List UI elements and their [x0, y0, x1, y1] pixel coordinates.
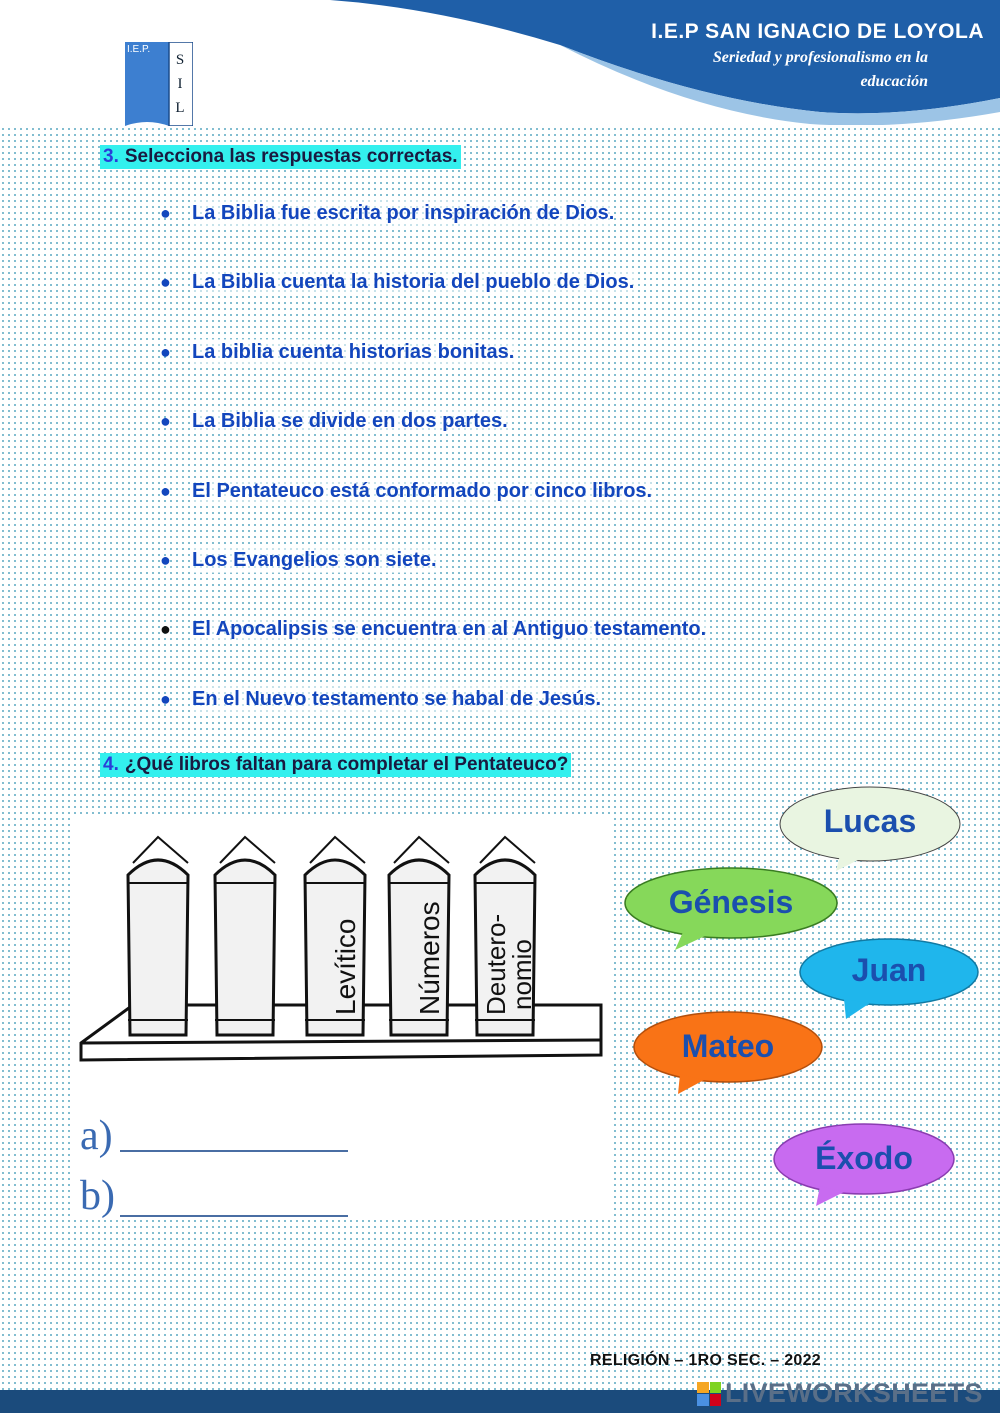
bullet-icon: ● [160, 411, 171, 432]
book-numeros: Números [414, 901, 445, 1015]
bullet-icon: ● [160, 480, 171, 501]
question-4-title [100, 753, 571, 777]
statement-text: La Biblia fue escrita por inspiración de Dios. [192, 202, 615, 224]
statement-option[interactable] [160, 686, 706, 755]
question-4-text: ¿Qué libros faltan para completar el Pentateuco? [124, 754, 569, 775]
liveworksheets-logo-icon [697, 1382, 721, 1406]
statement-option[interactable] [160, 339, 706, 408]
question-3-number: 3. [103, 146, 119, 167]
statement-text: La biblia cuenta historias bonitas. [192, 340, 515, 363]
statement-option[interactable] [160, 200, 706, 269]
option-lucas-bubble[interactable] [778, 785, 962, 873]
bullet-icon: ● [160, 688, 171, 709]
book-deuteronomio-2: nomio [507, 939, 537, 1010]
option-genesis-label: Génesis [668, 884, 794, 920]
logo-letter-i: I [177, 76, 183, 92]
option-mateo-bubble[interactable] [632, 1010, 824, 1096]
book-levitico: Levítico [330, 918, 361, 1015]
option-juan-bubble[interactable] [798, 937, 980, 1021]
option-exodo-bubble[interactable] [772, 1122, 956, 1208]
question-4-number: 4. [103, 754, 119, 775]
answer-input-b[interactable] [120, 1215, 348, 1217]
option-juan-label: Juan [851, 952, 927, 988]
school-logo [125, 42, 193, 126]
answer-label-a: a) [80, 1113, 113, 1159]
bookshelf-icon [73, 815, 610, 1095]
option-lucas-label: Lucas [823, 803, 917, 839]
liveworksheets-text: LIVEWORKSHEETS [725, 1378, 983, 1408]
logo-letter-s: S [175, 52, 185, 68]
bookshelf-illustration [73, 815, 610, 1220]
statement-list [160, 200, 706, 755]
statement-option[interactable] [160, 269, 706, 338]
option-mateo-label: Mateo [681, 1028, 775, 1064]
page-header [0, 0, 1000, 125]
statement-text: El Apocalipsis se encuentra en al Antiguo testamento. [192, 618, 707, 641]
course-footer: RELIGIÓN – 1RO SEC. – 2022 [590, 1352, 821, 1369]
option-exodo-label: Éxodo [815, 1140, 913, 1176]
book-deuteronomio-1: Deutero- [481, 913, 511, 1015]
question-3-text: Selecciona las respuestas correctas. [124, 146, 458, 167]
logo-letter-l: L [175, 100, 185, 116]
school-motto [628, 46, 928, 94]
statement-text: La Biblia cuenta la historia del pueblo de Dios. [192, 271, 635, 294]
question-3-title [100, 145, 461, 169]
motto-line-2: educación [860, 73, 928, 90]
statement-text: El Pentateuco está conformado por cinco libros. [192, 479, 653, 502]
bullet-icon: ● [160, 619, 171, 640]
bullet-icon: ● [160, 341, 171, 362]
answer-input-a[interactable] [120, 1150, 348, 1152]
motto-line-1: Seriedad y profesionalismo en la [712, 49, 928, 66]
statement-text: En el Nuevo testamento se habal de Jesús. [192, 687, 602, 710]
statement-option[interactable] [160, 547, 706, 616]
statement-option[interactable] [160, 478, 706, 547]
bullet-icon: ● [160, 549, 171, 570]
logo-letters [171, 48, 189, 120]
answer-label-b: b) [80, 1173, 115, 1219]
statement-option[interactable] [160, 408, 706, 477]
logo-iep-text: I.E.P. [127, 44, 151, 55]
statement-text: Los Evangelios son siete. [192, 548, 437, 571]
statement-text: La Biblia se divide en dos partes. [192, 410, 508, 433]
bullet-icon: ● [160, 272, 171, 293]
liveworksheets-brand[interactable] [697, 1378, 983, 1409]
school-name: I.E.P SAN IGNACIO DE LOYOLA [651, 20, 984, 43]
bullet-icon: ● [160, 203, 171, 223]
statement-option[interactable] [160, 616, 706, 685]
